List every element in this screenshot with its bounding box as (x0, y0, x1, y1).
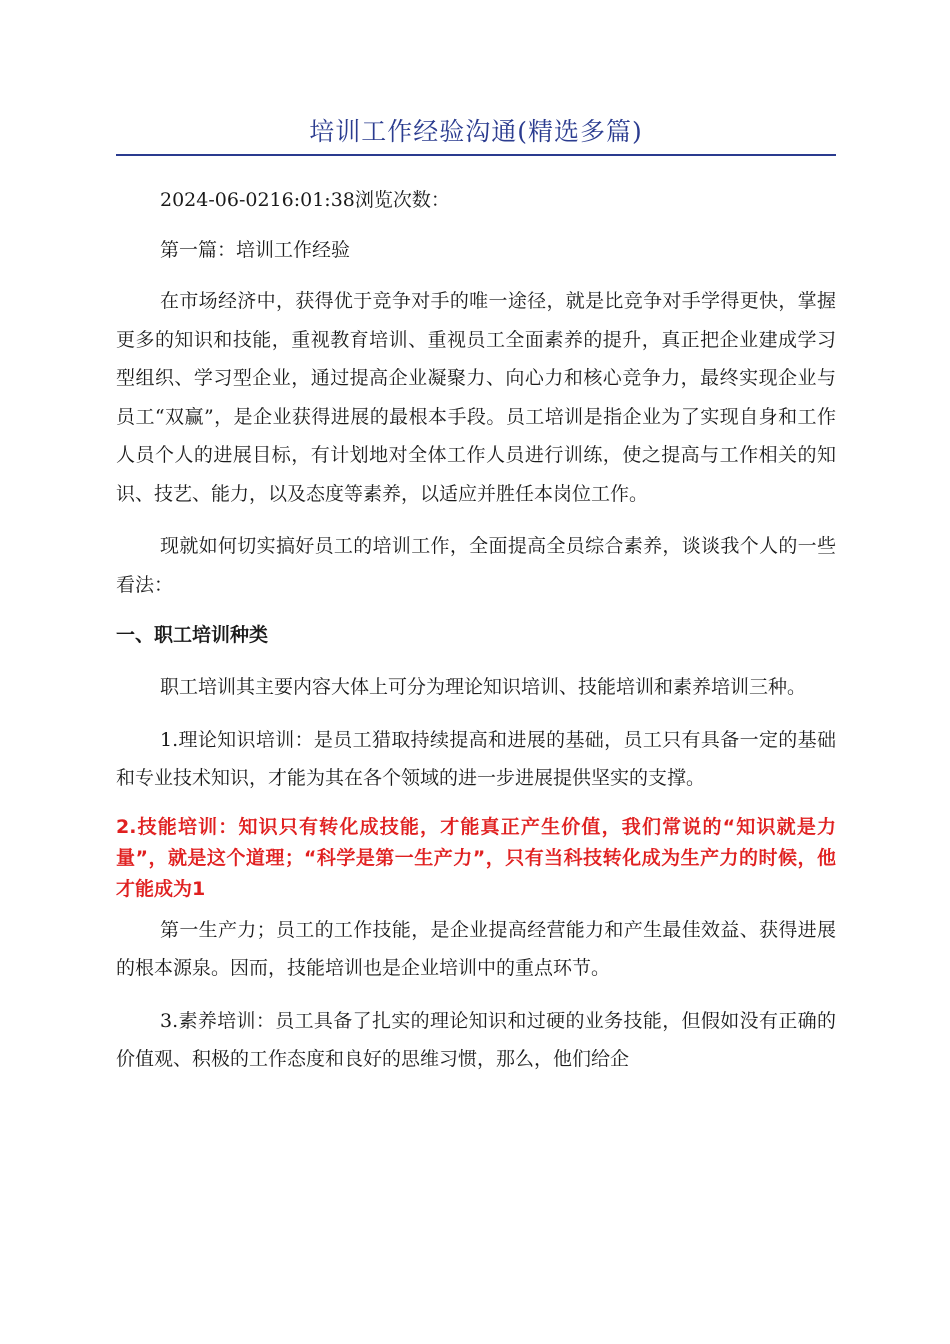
paragraph-quality-training: 3.素养培训：员工具备了扎实的理论知识和过硬的业务技能，但假如没有正确的价值观、积极的工作态度和良好的思维习惯，那么，他们给企 (116, 1009, 836, 1070)
meta-line: 2024-06-0216:01:38浏览次数： (160, 189, 450, 211)
section-heading-1: 一、职工培训种类 (116, 624, 269, 646)
paragraph-intro: 在市场经济中，获得优于竞争对手的唯一途径，就是比竞争对手学得更快，掌握更多的知识和技能，重视教育培训、重视员工全面素养的提升，真正把企业建成学习型组织、学习型企业，通过提高企业凝聚力、向心力和核心竞争力，最终实现企业与员工“双赢”，是企业获得进展的最根本手段。员工培训是指企业为了实现自身和工作人员个人的进展目标，有计划地对全体工作人员进行训练，使之提高与工作相关的知识、技艺、能力，以及态度等素养，以适应并胜任本岗位工作。 (116, 290, 836, 505)
paragraph-training-types: 职工培训其主要内容大体上可分为理论知识培训、技能培训和素养培训三种。 (160, 676, 807, 698)
paragraph-theory-training: 1.理论知识培训：是员工猎取持续提高和进展的基础，员工只有具备一定的基础和专业技术知识，才能为其在各个领域的进一步进展提供坚实的支撑。 (116, 728, 836, 789)
page-title: 培训工作经验沟通(精选多篇) (116, 112, 836, 156)
paragraph-opinion: 现就如何切实搞好员工的培训工作，全面提高全员综合素养，谈谈我个人的一些看法： (116, 535, 836, 596)
paragraph-skill-training-highlight: 2.技能培训：知识只有转化成技能，才能真正产生价值，我们常说的“知识就是力量”，就是这个道理；“科学是第一生产力”，只有当科技转化成为生产力的时候，他才能成为1 (116, 815, 836, 900)
paragraph-skill-training-cont: 第一生产力；员工的工作技能，是企业提高经营能力和产生最佳效益、获得进展的根本源泉。因而，技能培训也是企业培训中的重点环节。 (116, 918, 836, 979)
document-page (116, 0, 836, 1079)
chapter-heading: 第一篇：培训工作经验 (160, 239, 351, 261)
